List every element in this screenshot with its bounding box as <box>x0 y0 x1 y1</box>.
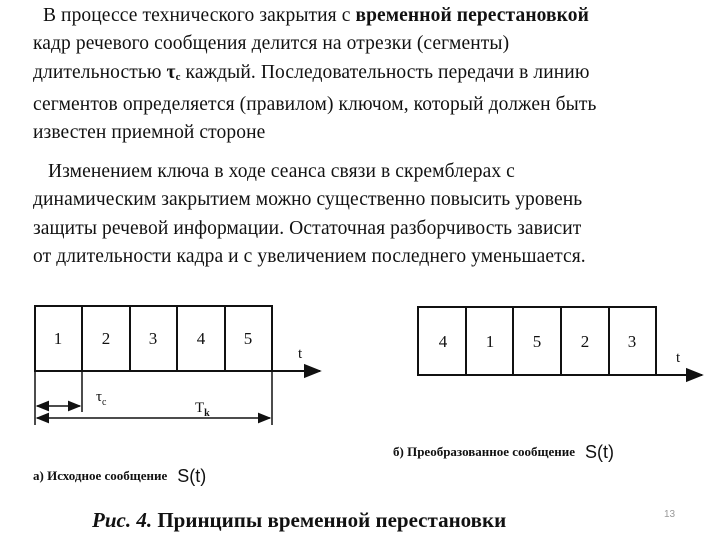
paragraph-1-line-4: сегментов определяется (правилом) ключом, который должен быть <box>33 93 597 115</box>
tau-symbol: τ <box>166 61 176 83</box>
segment-label: 2 <box>101 329 111 348</box>
diagram-original <box>35 306 320 425</box>
paragraph-1-line-3: длительностью τс каждый. Последовательность передачи в линию <box>33 61 590 83</box>
figure-title-text: Принципы временной перестановки <box>157 508 507 532</box>
paragraph-1-line-5: известен приемной стороне <box>33 122 266 144</box>
tau-subscript: с <box>175 70 181 83</box>
segment-label: 3 <box>627 332 637 351</box>
segment-label: 4 <box>438 332 448 351</box>
time-axis-label: t <box>298 346 303 362</box>
paragraph-2-line-1: Изменением ключа в ходе сеанса связи в скремблерах с <box>47 161 515 182</box>
figure-number: Рис. 4. <box>92 508 153 532</box>
segment-label: 1 <box>53 329 63 348</box>
paragraph-1-line-1: В процессе технического закрытия с временной перестановкой <box>42 5 589 26</box>
tau-label: $\tau_c$ <box>96 389 107 408</box>
caption-transformed: б) Преобразованное сообщение S(t) <box>393 442 615 462</box>
page-number: 13 <box>664 509 676 520</box>
caption-original: а) Исходное сообщение S(t) <box>33 466 207 486</box>
bold-term: временной перестановкой <box>355 5 589 26</box>
figure-title <box>92 508 506 533</box>
segment-label: 5 <box>532 332 542 351</box>
signal-label: S(t) <box>585 442 615 462</box>
segment-label: 4 <box>196 329 206 348</box>
signal-label: S(t) <box>177 466 207 486</box>
paragraph-1-line-2: кадр речевого сообщения делится на отрезки (сегменты) <box>33 33 510 55</box>
paragraph-2-line-4: от длительности кадра и с увеличением последнего уменьшается. <box>33 245 586 267</box>
segment-label: 3 <box>148 329 158 348</box>
diagram-transformed <box>418 307 702 375</box>
tk-label: $T_k$ <box>195 400 210 419</box>
segment-label: 5 <box>243 329 253 348</box>
time-axis-label: t <box>676 350 681 366</box>
segment-label: 2 <box>580 332 590 351</box>
segment-label: 1 <box>485 332 495 351</box>
paragraph-2-line-3: защиты речевой информации. Остаточная разборчивость зависит <box>33 217 582 239</box>
paragraph-2-line-2: динамическим закрытием можно существенно повысить уровень <box>33 189 583 211</box>
